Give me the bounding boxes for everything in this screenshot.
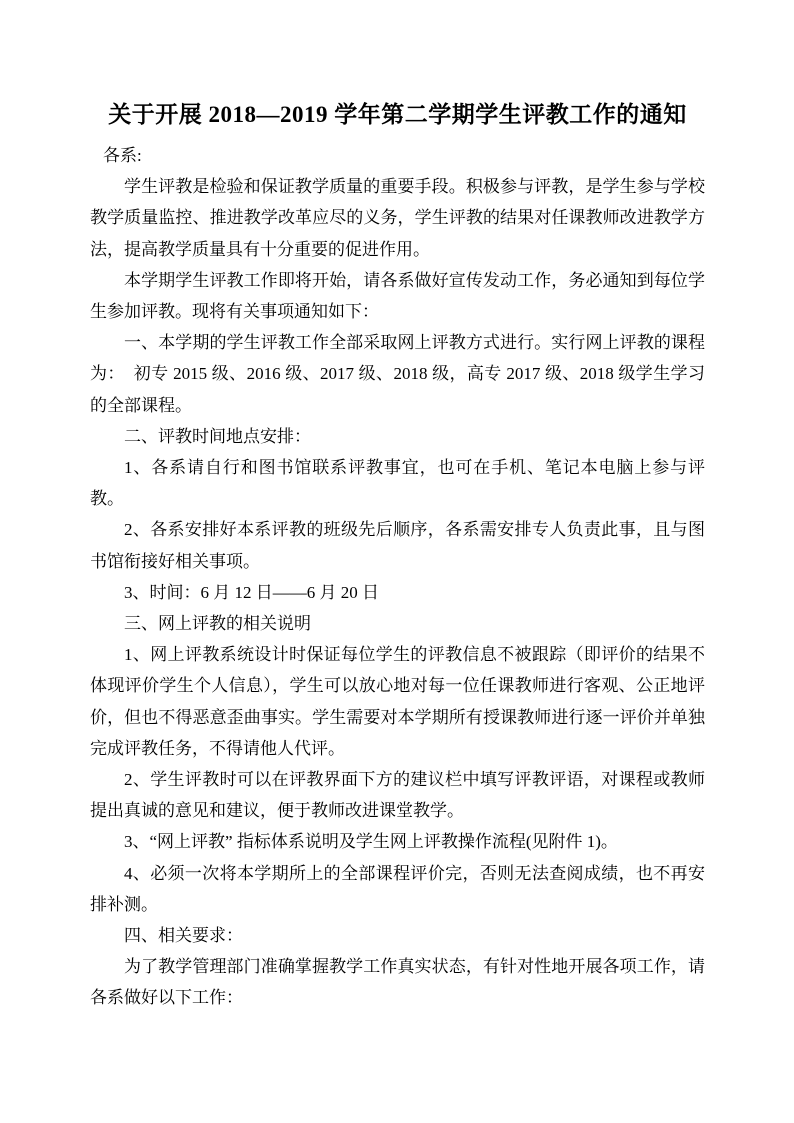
section-3-item-1: 1、网上评教系统设计时保证每位学生的评教信息不被跟踪（即评价的结果不体现评价学生个人信息），学生可以放心地对每一位任课教师进行客观、公正地评价，但也不得恶意歪曲事实。学生需要对本学期所有授课教师进行逐一评价并单独完成评教任务，不得请他人代评。 (90, 645, 705, 758)
section-3-item-2: 2、学生评教时可以在评教界面下方的建议栏中填写评教评语，对课程或教师提出真诚的意见和建议，便于教师改进课堂教学。 (90, 770, 705, 821)
section-4-intro: 为了教学管理部门准确掌握教学工作真实状态，有针对性地开展各项工作，请各系做好以下工作： (90, 957, 705, 1008)
section-2-item-1: 1、各系请自行和图书馆联系评教事宜，也可在手机、笔记本电脑上参与评教。 (90, 458, 705, 509)
section-3-heading: 三、网上评教的相关说明 (124, 614, 311, 634)
section-2-item-3: 3、时间：6 月 12 日——6 月 20 日 (124, 582, 379, 602)
section-4-heading: 四、相关要求： (124, 926, 243, 946)
section-2-heading: 二、评教时间地点安排： (124, 426, 311, 446)
document-title: 关于开展 2018—2019 学年第二学期学生评教工作的通知 (108, 102, 687, 127)
salutation: 各系: (103, 146, 142, 165)
section-3-item-3: 3、“网上评教” 指标体系说明及学生网上评教操作流程(见附件 1)。 (124, 832, 618, 852)
section-3-item-4: 4、必须一次将本学期所上的全部课程评价完，否则无法查阅成绩，也不再安排补测。 (90, 863, 705, 914)
section-1-item: 一、本学期的学生评教工作全部采取网上评教方式进行。实行网上评教的课程为： 初专 2015 级、2016 级、2017 级、2018 级，高专 2017 级、2018 级学生学习的全部课程。 (90, 333, 705, 415)
paragraph-intro-2: 本学期学生评教工作即将开始，请各系做好宣传发动工作，务必通知到每位学生参加评教。现将有关事项通知如下： (90, 270, 705, 322)
paragraph-intro-1: 学生评教是检验和保证教学质量的重要手段。积极参与评教，是学生参与学校教学质量监控、推进教学改革应尽的义务，学生评教的结果对任课教师改进教学方法，提高教学质量具有十分重要的促进作用。 (90, 177, 705, 259)
section-2-item-2: 2、各系安排好本系评教的班级先后顺序，各系需安排专人负责此事，且与图书馆衔接好相关事项。 (90, 520, 705, 571)
document-body (90, 140, 705, 1014)
